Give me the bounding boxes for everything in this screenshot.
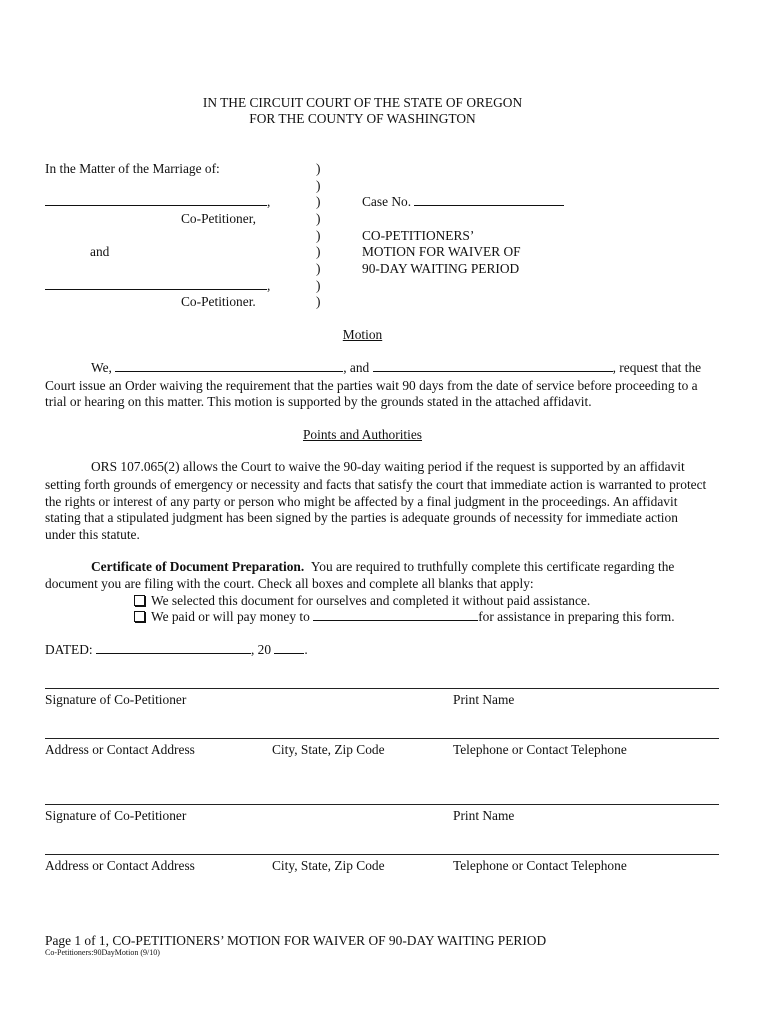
matter-label: In the Matter of the Marriage of: bbox=[45, 161, 220, 176]
address-label-2: Address or Contact Address bbox=[45, 858, 195, 873]
document-title-line2: MOTION FOR WAIVER OF bbox=[362, 244, 521, 259]
footer-form-id: Co-Petitioners:90DayMotion (9/10) bbox=[45, 948, 160, 957]
caption-paren: ) bbox=[316, 261, 321, 276]
caption-paren: ) bbox=[316, 228, 321, 243]
checkbox-no-paid-assistance[interactable] bbox=[134, 595, 145, 606]
co-petitioner-1-label: Co-Petitioner, bbox=[181, 211, 256, 226]
print-name-label-2: Print Name bbox=[453, 808, 515, 823]
signature-line-1[interactable] bbox=[45, 688, 719, 689]
caption-paren: ) bbox=[316, 211, 321, 226]
document-title-line3: 90-DAY WAITING PERIOD bbox=[362, 261, 520, 276]
certificate-title: Certificate of Document Preparation bbox=[91, 559, 301, 574]
caption-paren: ) bbox=[316, 294, 321, 309]
caption-paren: ) bbox=[316, 194, 321, 209]
party-1-name-field[interactable] bbox=[115, 360, 343, 372]
city-label-1: City, State, Zip Code bbox=[272, 742, 385, 757]
signature-label-2: Signature of Co-Petitioner bbox=[45, 808, 187, 823]
signature-label-1: Signature of Co-Petitioner bbox=[45, 692, 187, 707]
points-heading: Points and Authorities bbox=[302, 427, 423, 442]
co-petitioner-2-label: Co-Petitioner. bbox=[181, 294, 256, 309]
address-line-1[interactable] bbox=[45, 738, 719, 739]
party-2-name-field[interactable] bbox=[373, 360, 613, 372]
points-text-line1: ORS 107.065(2) allows the Court to waive the 90-day waiting period if the request is supported by an affidavit bbox=[91, 459, 685, 474]
caption-paren: ) bbox=[316, 161, 321, 176]
co-petitioner-1-name-field[interactable]: , bbox=[45, 194, 270, 210]
caption-paren: ) bbox=[316, 278, 321, 293]
motion-text-line3: trial or hearing on this matter. This motion is supported by the grounds stated in the attached affidavit. bbox=[45, 394, 592, 409]
caption-paren: ) bbox=[316, 178, 321, 193]
telephone-label-1: Telephone or Contact Telephone bbox=[453, 742, 627, 757]
points-text-line2: setting forth grounds of emergency or necessity and facts that satisfy the court that immediate action is warranted to protect bbox=[45, 477, 707, 492]
caption-paren: ) bbox=[316, 244, 321, 259]
signature-line-2[interactable] bbox=[45, 804, 719, 805]
certificate-line2: document you are filing with the court. Check all boxes and complete all blanks that apply: bbox=[45, 576, 534, 591]
address-label-1: Address or Contact Address bbox=[45, 742, 195, 757]
case-number-label: Case No. bbox=[362, 194, 412, 209]
option-no-paid-assistance[interactable]: We selected this document for ourselves and completed it without paid assistance. bbox=[134, 593, 590, 609]
address-line-2[interactable] bbox=[45, 854, 719, 855]
preparer-name-field[interactable] bbox=[313, 609, 478, 621]
and-label: and bbox=[90, 244, 110, 259]
points-text-line5: under this statute. bbox=[45, 527, 140, 542]
motion-text-line2: Court issue an Order waiving the requirement that the parties wait 90 days from the date of service before proceeding to a bbox=[45, 378, 698, 393]
co-petitioner-2-name-field[interactable]: , bbox=[45, 278, 270, 294]
year-field[interactable] bbox=[274, 642, 304, 654]
motion-we-line: We, , and , request that the bbox=[91, 360, 702, 375]
print-name-label-1: Print Name bbox=[453, 692, 515, 707]
document-title-line1: CO-PETITIONERS’ bbox=[362, 228, 475, 243]
telephone-label-2: Telephone or Contact Telephone bbox=[453, 858, 627, 873]
dated-label: DATED: bbox=[45, 642, 93, 657]
points-text-line4: stating that a stipulated judgment has been signed by the parties is adequate grounds of necessity for immediate action bbox=[45, 510, 678, 525]
city-label-2: City, State, Zip Code bbox=[272, 858, 385, 873]
footer-page-line: Page 1 of 1, CO-PETITIONERS’ MOTION FOR WAIVER OF 90-DAY WAITING PERIOD bbox=[45, 933, 547, 948]
motion-heading: Motion bbox=[342, 327, 383, 342]
case-number-field[interactable] bbox=[362, 194, 564, 210]
certificate-line1: Certificate of Document Preparation. You are required to truthfully complete this certificate regarding the bbox=[91, 559, 675, 574]
court-name: IN THE CIRCUIT COURT OF THE STATE OF OREGON bbox=[202, 95, 523, 110]
checkbox-paid-assistance[interactable] bbox=[134, 611, 145, 622]
option-paid-assistance[interactable]: We paid or will pay money to for assistance in preparing this form. bbox=[134, 609, 675, 625]
county-name: FOR THE COUNTY OF WASHINGTON bbox=[249, 111, 476, 126]
date-field[interactable] bbox=[96, 642, 251, 654]
dated-line: DATED: , 20 . bbox=[45, 642, 308, 657]
points-text-line3: the rights or interest of any party or person who might be affected by a final judgment in the proceedings. An affidavit bbox=[45, 494, 678, 509]
